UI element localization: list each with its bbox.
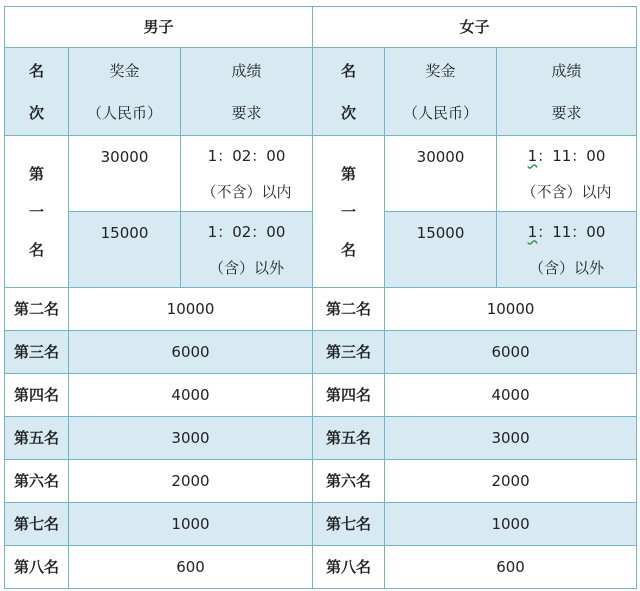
women-rank-header: [313, 48, 385, 136]
men-first-result-a: [181, 136, 313, 212]
men-first-prize-a: 30000: [69, 136, 181, 212]
men-rank-label: 第二名: [5, 288, 69, 331]
rank-header-char-2: 次: [341, 103, 357, 122]
result-header-line-2: 要求: [551, 103, 582, 122]
rank-row: [5, 417, 637, 460]
men-prize-value: 10000: [69, 288, 313, 331]
women-rank-label: 第三名: [313, 331, 385, 374]
men-rank-label: 第三名: [5, 331, 69, 374]
result-condition: （含）以外: [209, 258, 285, 277]
result-condition: （含）以外: [529, 258, 605, 277]
men-prize-header: [69, 48, 181, 136]
first-rank-char: 第: [28, 164, 44, 183]
result-time-rest: ：11：00: [537, 146, 606, 165]
prize-header-line-2: （人民币）: [86, 103, 162, 122]
men-rank-label: 第四名: [5, 374, 69, 417]
result-condition: （不含）以内: [521, 182, 612, 201]
women-rank-label: 第八名: [313, 546, 385, 589]
women-prize-value: 600: [385, 546, 637, 589]
women-prize-value: 10000: [385, 288, 637, 331]
women-first-prize-a: 30000: [385, 136, 497, 212]
result-header-line-1: 成绩: [551, 61, 582, 80]
women-first-result-b: [497, 212, 637, 288]
result-time: 1：02：00: [207, 222, 286, 241]
result-time-rest: ：11：00: [537, 222, 606, 241]
result-time: [497, 223, 636, 241]
first-rank-char: 名: [341, 240, 357, 259]
prize-table: [4, 6, 637, 589]
women-first-result-a: [497, 136, 637, 212]
women-rank-label: 第二名: [313, 288, 385, 331]
women-prize-value: 1000: [385, 503, 637, 546]
men-prize-value: 2000: [69, 460, 313, 503]
women-rank-label: 第五名: [313, 417, 385, 460]
women-prize-value: 3000: [385, 417, 637, 460]
women-group-title: 女子: [313, 7, 637, 48]
first-rank-char: 第: [341, 164, 357, 183]
column-header-row: [5, 48, 637, 136]
prize-header-line-1: 奖金: [109, 61, 140, 80]
men-rank-label: 第六名: [5, 460, 69, 503]
men-first-result-b: [181, 212, 313, 288]
result-header-line-1: 成绩: [231, 61, 262, 80]
rank-row: [5, 460, 637, 503]
result-time-hour: 1: [527, 146, 538, 165]
rank-row: [5, 503, 637, 546]
group-header-row: [5, 7, 637, 48]
rank-header-char-2: 次: [28, 103, 44, 122]
women-rank-label: 第七名: [313, 503, 385, 546]
men-rank-label: 第八名: [5, 546, 69, 589]
rank-row: [5, 331, 637, 374]
women-result-header: [497, 48, 637, 136]
rank-row: [5, 288, 637, 331]
women-first-prize-b: 15000: [385, 212, 497, 288]
men-group-title: 男子: [5, 7, 313, 48]
men-prize-value: 3000: [69, 417, 313, 460]
rank-row: [5, 374, 637, 417]
result-time-hour: 1: [527, 222, 538, 241]
men-first-prize-b: 15000: [69, 212, 181, 288]
rank-row: [5, 546, 637, 589]
men-rank-label: 第五名: [5, 417, 69, 460]
women-prize-value: 4000: [385, 374, 637, 417]
men-first-rank: [5, 136, 69, 288]
first-place-row-a: [5, 136, 637, 212]
men-prize-value: 6000: [69, 331, 313, 374]
men-rank-label: 第七名: [5, 503, 69, 546]
prize-header-line-1: 奖金: [425, 61, 456, 80]
rank-header-char-1: 名: [341, 61, 357, 80]
first-rank-char: 一: [28, 202, 44, 221]
result-header-line-2: 要求: [231, 103, 262, 122]
men-prize-value: 1000: [69, 503, 313, 546]
women-prize-value: 6000: [385, 331, 637, 374]
result-time: 1：02：00: [207, 146, 286, 165]
men-result-header: [181, 48, 313, 136]
men-rank-header: [5, 48, 69, 136]
men-prize-value: 4000: [69, 374, 313, 417]
women-first-rank: [313, 136, 385, 288]
result-time: [497, 147, 636, 165]
women-rank-label: 第四名: [313, 374, 385, 417]
men-prize-value: 600: [69, 546, 313, 589]
result-condition: （不含）以内: [201, 182, 292, 201]
first-rank-char: 一: [341, 202, 357, 221]
women-rank-label: 第六名: [313, 460, 385, 503]
women-prize-header: [385, 48, 497, 136]
prize-header-line-2: （人民币）: [403, 103, 479, 122]
first-rank-char: 名: [28, 240, 44, 259]
rank-header-char-1: 名: [28, 61, 44, 80]
women-prize-value: 2000: [385, 460, 637, 503]
